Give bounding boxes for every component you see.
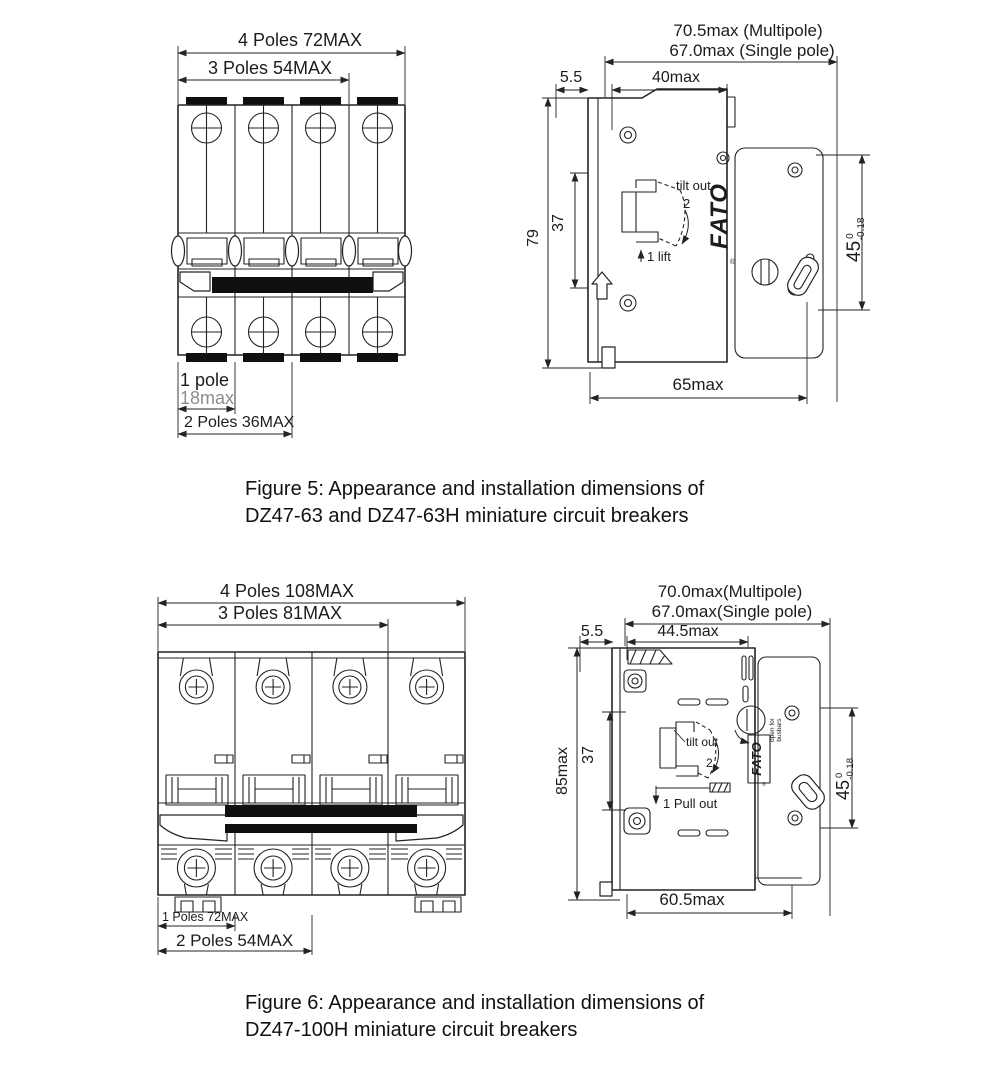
fig6-caption (245, 990, 704, 1044)
fig6-side-view (540, 580, 940, 965)
din-clip-hook-icon (784, 254, 821, 299)
fig5-front-breaker-body (172, 97, 412, 362)
dim-2-poles-label: 2 Poles 54MAX (176, 931, 294, 950)
dim-4-poles-label: 4 Poles 72MAX (237, 30, 363, 50)
width-multipole-label: 70.5max (Multipole) (673, 21, 823, 40)
fig6-front-view (130, 575, 480, 960)
fig6-caption-line2: DZ47-100H miniature circuit breakers (245, 1019, 578, 1041)
dim-2-poles-label: 2 Poles 36MAX (184, 414, 295, 431)
brand-registered-mark: ® (762, 782, 766, 788)
fig5-side-dimensions (525, 21, 870, 404)
brand-registered-mark: ® (730, 259, 736, 266)
mount-height-label: $45^0-0.18$ (844, 217, 867, 262)
rail-height-label: 37 (550, 214, 567, 232)
fig6-side-dimensions (554, 582, 858, 919)
slotted-screw-icon (752, 259, 778, 285)
width-multipole-label: 70.0max(Multipole) (657, 582, 803, 601)
fig6-front-breaker-body (158, 652, 465, 912)
dim-1-pole-label: 1 Poles 72MAX (162, 910, 249, 924)
height-total-label: 85max (554, 746, 571, 796)
depth-total-label: 60.5max (659, 890, 725, 909)
dim-1-pole-value: 18max (180, 388, 235, 408)
depth-front-label: 44.5max (657, 623, 719, 640)
fig6-mounting-instructions (656, 722, 730, 811)
width-singlepole-label: 67.0max (Single pole) (669, 41, 835, 60)
rail-height-label: 37 (580, 746, 597, 764)
rail-offset-label: 5.5 (580, 623, 604, 640)
knob-note-line2: busbars (776, 718, 783, 742)
fig5-side-breaker-body (588, 89, 823, 368)
pull-tool (656, 783, 730, 792)
brand-logo-box (748, 735, 770, 788)
step2-note: 2 (706, 756, 713, 770)
brand-logo: FATO (749, 742, 764, 776)
fig5-caption-line2: DZ47-63 and DZ47-63H miniature circuit breakers (245, 505, 689, 527)
rail-offset-label: 5.5 (559, 69, 583, 86)
dim-4-poles-label: 4 Poles 108MAX (219, 581, 355, 601)
bottom-foot-tab (600, 882, 612, 896)
mounting-plate (758, 657, 820, 885)
fig6-side-breaker-body (600, 648, 828, 896)
height-total-label: 79 (525, 229, 542, 247)
busbar-release-knob (735, 706, 765, 743)
fig5-front-view (150, 20, 470, 450)
depth-total-label: 65max (672, 375, 724, 394)
knob-note-line1: open for (769, 718, 776, 742)
lift-note: 1 lift (647, 249, 671, 264)
brand-logo: FATO (706, 183, 733, 249)
mount-height-label: $45^0-0.18$ (833, 758, 856, 800)
step2-note: 2 (683, 196, 691, 211)
separator-lenses (172, 236, 412, 266)
fig5-caption-line1: Figure 5: Appearance and installation dimensions of (245, 478, 705, 500)
din-clip-hook-icon (788, 771, 828, 813)
width-singlepole-label: 67.0max(Single pole) (651, 602, 813, 621)
pull-out-note: 1 Pull out (663, 796, 718, 811)
dim-3-poles-label: 3 Poles 54MAX (207, 58, 333, 78)
fig5-side-view (525, 10, 930, 440)
fig5-mounting-instructions (622, 178, 711, 264)
mounting-plate (735, 148, 823, 358)
depth-front-label: 40max (651, 69, 701, 86)
nameplate-windows (215, 755, 463, 763)
bottom-foot-tab (602, 347, 615, 368)
dim-1-pole-label: 1 pole (180, 370, 230, 390)
fig5-caption (245, 476, 704, 530)
dim-3-poles-label: 3 Poles 81MAX (217, 603, 343, 623)
tilt-out-note: tilt out (686, 735, 719, 749)
hatched-wedge (628, 650, 672, 664)
fig6-caption-line1: Figure 6: Appearance and installation dimensions of (245, 992, 705, 1014)
din-release-catch-icon (592, 272, 612, 299)
tilt-out-note: tilt out (676, 178, 711, 193)
